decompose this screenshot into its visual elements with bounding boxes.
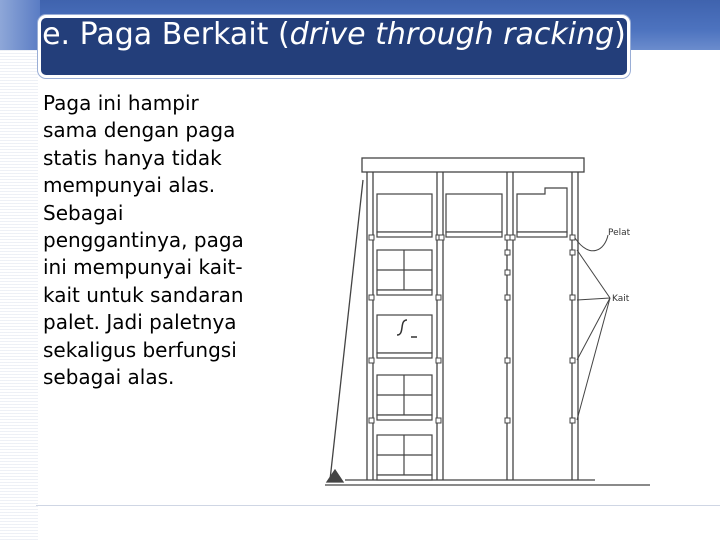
kait-leader: [577, 298, 610, 360]
footer-divider: [36, 505, 720, 506]
drive-through-rack-figure: [305, 110, 720, 510]
rack-top-beam: [362, 158, 584, 172]
kait-leader: [577, 298, 610, 420]
pallet: [517, 188, 567, 232]
pelat-leader: [575, 235, 608, 251]
kait-leader: [577, 298, 610, 300]
slide-title: [41, 15, 627, 55]
pallet: [446, 194, 502, 232]
slide-body-text: Paga ini hampir sama dengan paga statis hanya tidak mempunyai alas. Sebagai penggantinya, paga ini mempunyai kait- kait untuk sandaran palet. Jadi paletnya sekaligus berfungsi sebagai alas.: [43, 91, 244, 390]
title-end: ): [614, 17, 626, 52]
pallet: [377, 194, 432, 232]
slide-title-box: [38, 15, 630, 78]
side-brace: [330, 180, 363, 480]
label-kait: Kait: [612, 294, 630, 304]
left-stripe-decoration: [0, 50, 38, 540]
title-italic: drive through racking: [289, 17, 615, 52]
kait-leader: [577, 250, 610, 298]
header-band-accent: [0, 0, 40, 50]
title-main: e. Paga Berkait (: [42, 17, 290, 52]
label-pelat: Pelat: [608, 228, 631, 238]
anchor-foot: [327, 470, 343, 482]
